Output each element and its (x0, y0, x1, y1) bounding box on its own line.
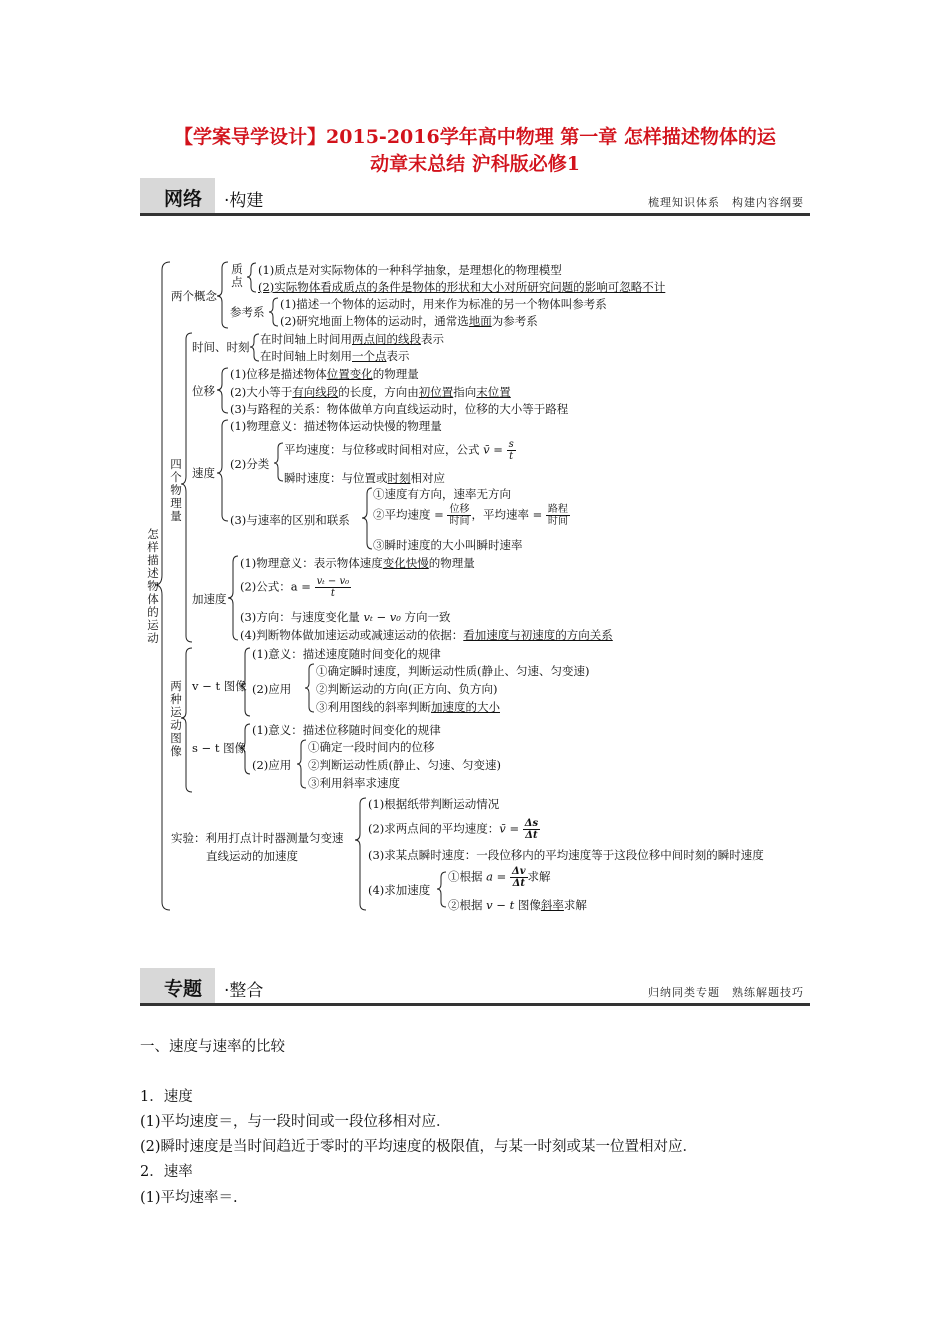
experiment-line-2: (2)求两点间的平均速度：v̄ = $\frac{\Delta s}{\Delta t}$ (368, 818, 539, 841)
label-sudu: 速度 (192, 466, 215, 480)
map-root-label: 怎样描述物体的运动 (147, 527, 159, 645)
fraction-accel: $\frac{\text{vₜ − v₀}}{t}$ (316, 576, 350, 599)
sudu-instant: 瞬时速度：与位置或时刻相对应 (284, 471, 445, 485)
section-right-caption: 梳理知识体系 构建内容纲要 (648, 196, 804, 209)
body-heading-1: 一、速度与速率的比较 (140, 1039, 285, 1055)
time-line-2: 在时间轴上时刻用一个点表示 (260, 349, 410, 363)
experiment-accel-2: ②根据 v − t 图像斜率求解 (448, 898, 587, 912)
speed-compare-2: ②平均速度 = $\frac{\text{位移}}{\text{时间}}$ ，平均速率 = $\frac{\text{路程}}{\text{时间}}$ (373, 504, 568, 527)
label-weiyi: 位移 (192, 384, 215, 398)
sudu-average: 平均速度：与位移或时间相对应，公式 v̄ = $\frac{s}{t}$ (284, 439, 514, 462)
jiasudu-line-1: (1)物理意义：表示物体速度变化快慢的物理量 (240, 556, 475, 570)
experiment-label-2: 直线运动的加速度 (206, 849, 298, 863)
experiment-accel-1: ①根据 a = $\frac{\Delta v}{\Delta t}$ 求解 (448, 866, 551, 889)
brace-qiujiasudu (437, 872, 446, 907)
cankaoxi-line-2: (2)研究地面上物体的运动时，通常选地面为参考系 (280, 314, 538, 328)
zhidian-line-2: (2)实际物体看成质点的条件是物体的形状和大小对所研究问题的影响可忽略不计 (258, 280, 666, 294)
st-use-2: ②判断运动性质(静止、匀速、匀变速) (308, 758, 501, 772)
brace-two-concepts (217, 262, 228, 328)
section-tab-label: 网络 (164, 188, 203, 210)
experiment-line-4: (4)求加速度 (368, 883, 431, 897)
vt-use-3: ③利用图线的斜率判断加速度的大小 (316, 700, 500, 714)
label-st-graph: s − t 图像 (192, 741, 247, 755)
label-two-graphs: 两种运动图像 (170, 679, 182, 758)
label-two-concepts: 两个概念 (171, 289, 217, 303)
sudu-classification: (2)分类 (230, 457, 270, 471)
weiyi-line-3: (3)与路程的关系：物体做单方向直线运动时，位移的大小等于路程 (230, 402, 569, 416)
fraction-ds-dt: $\frac{\Delta s}{\Delta t}$ (524, 818, 539, 841)
experiment-line-3: (3)求某点瞬时速度：一段位移内的平均速度等于这段位移中间时刻的瞬时速度 (368, 848, 764, 862)
speed-compare-3: ③瞬时速度的大小叫瞬时速率 (373, 538, 523, 552)
speed-compare-1: ①速度有方向，速率无方向 (373, 487, 511, 501)
fraction-s-over-t: $\frac{s}{t}$ (508, 439, 514, 462)
jiasudu-line-2: (2)公式：a = $\frac{\text{vₜ − v₀}}{t}$ (240, 576, 350, 599)
section-right-caption: 归纳同类专题 熟练解题技巧 (648, 986, 804, 999)
section-tab-label: 专题 (164, 978, 203, 1000)
brace-zhidian (247, 263, 256, 292)
body-paragraph-2: (1)平均速度＝，与一段时间或一段位移相对应． (140, 1114, 451, 1130)
brace-qubie (362, 488, 372, 549)
brace-jiasudu (228, 556, 238, 640)
cankaoxi-line-1: (1)描述一个物体的运动时，用来作为标准的另一个物体叫参考系 (280, 297, 607, 311)
brace-weiyi (217, 368, 228, 413)
experiment-line-1: (1)根据纸带判断运动情况 (368, 797, 500, 811)
sudu-vs-speed: (3)与速率的区别和联系 (230, 513, 350, 527)
weiyi-line-1: (1)位移是描述物体位置变化的物理量 (230, 367, 419, 381)
st-use: (2)应用 (252, 758, 292, 772)
fraction-displacement-time: $\frac{\text{位移}}{\text{时间}}$ (449, 504, 470, 527)
st-use-1: ①确定一段时间内的位移 (308, 740, 435, 754)
sudu-line-1: (1)物理意义：描述物体运动快慢的物理量 (230, 419, 442, 433)
title-line-2: 动章末总结 沪科版必修1 (370, 153, 580, 175)
body-paragraph-3: (2)瞬时速度是当时间趋近于零时的平均速度的极限值，与某一时刻或某一位置相对应． (140, 1139, 698, 1155)
body-paragraph-4: 2．速率 (140, 1164, 193, 1180)
label-time: 时间、时刻 (192, 340, 250, 354)
jiasudu-line-4: (4)判断物体做加速运动或减速运动的依据：看加速度与初速度的方向关系 (240, 628, 613, 642)
fraction-dv-dt: $\frac{\Delta v}{\Delta t}$ (511, 866, 526, 889)
vt-use-1: ①确定瞬时速度，判断运动性质(静止、匀速、匀变速) (316, 664, 590, 678)
section-rule (140, 1003, 810, 1006)
title-line-1: 【学案导学设计】2015-2016学年高中物理 第一章 怎样描述物体的运 (174, 126, 776, 148)
brace-vt-use (305, 664, 314, 712)
section-subtitle: ·构建 (224, 191, 264, 211)
brace-fenlei (274, 443, 283, 481)
experiment-label-1: 实验：利用打点计时器测量匀变速 (171, 831, 344, 845)
vt-line-1: (1)意义：描述速度随时间变化的规律 (252, 647, 441, 661)
label-vt-graph: v − t 图像 (192, 679, 247, 693)
jiasudu-line-3: (3)方向：与速度变化量 vₜ − v₀ 方向一致 (240, 610, 451, 624)
section-subtitle: ·整合 (224, 981, 264, 1001)
label-four-quantities: 四个物理量 (170, 457, 182, 523)
brace-time (250, 334, 259, 361)
vt-use: (2)应用 (252, 682, 292, 696)
section-header-topics (140, 968, 810, 1006)
brace-st-use (297, 740, 306, 788)
weiyi-line-2: (2)大小等于有向线段的长度，方向由初位置指向末位置 (230, 385, 511, 399)
fraction-path-time: $\frac{\text{路程}}{\text{时间}}$ (547, 504, 568, 527)
label-cankaoxi: 参考系 (230, 305, 265, 319)
time-line-1: 在时间轴上时间用两点间的线段表示 (260, 332, 444, 346)
brace-sudu (217, 420, 228, 521)
body-paragraph-5: (1)平均速率＝. (140, 1190, 238, 1206)
brace-experiment (355, 798, 366, 910)
body-paragraph-1: 1．速度 (140, 1089, 193, 1105)
st-line-1: (1)意义：描述位移随时间变化的规律 (252, 723, 441, 737)
vt-use-2: ②判断运动的方向(正方向、负方向) (316, 682, 498, 696)
zhidian-line-1: (1)质点是对实际物体的一种科学抽象，是理想化的物理模型 (258, 263, 562, 277)
brace-cankaoxi (269, 298, 278, 326)
label-jiasudu: 加速度 (192, 592, 227, 606)
st-use-3: ③利用斜率求速度 (308, 776, 400, 790)
label-zhidian: 质点 (231, 262, 243, 289)
